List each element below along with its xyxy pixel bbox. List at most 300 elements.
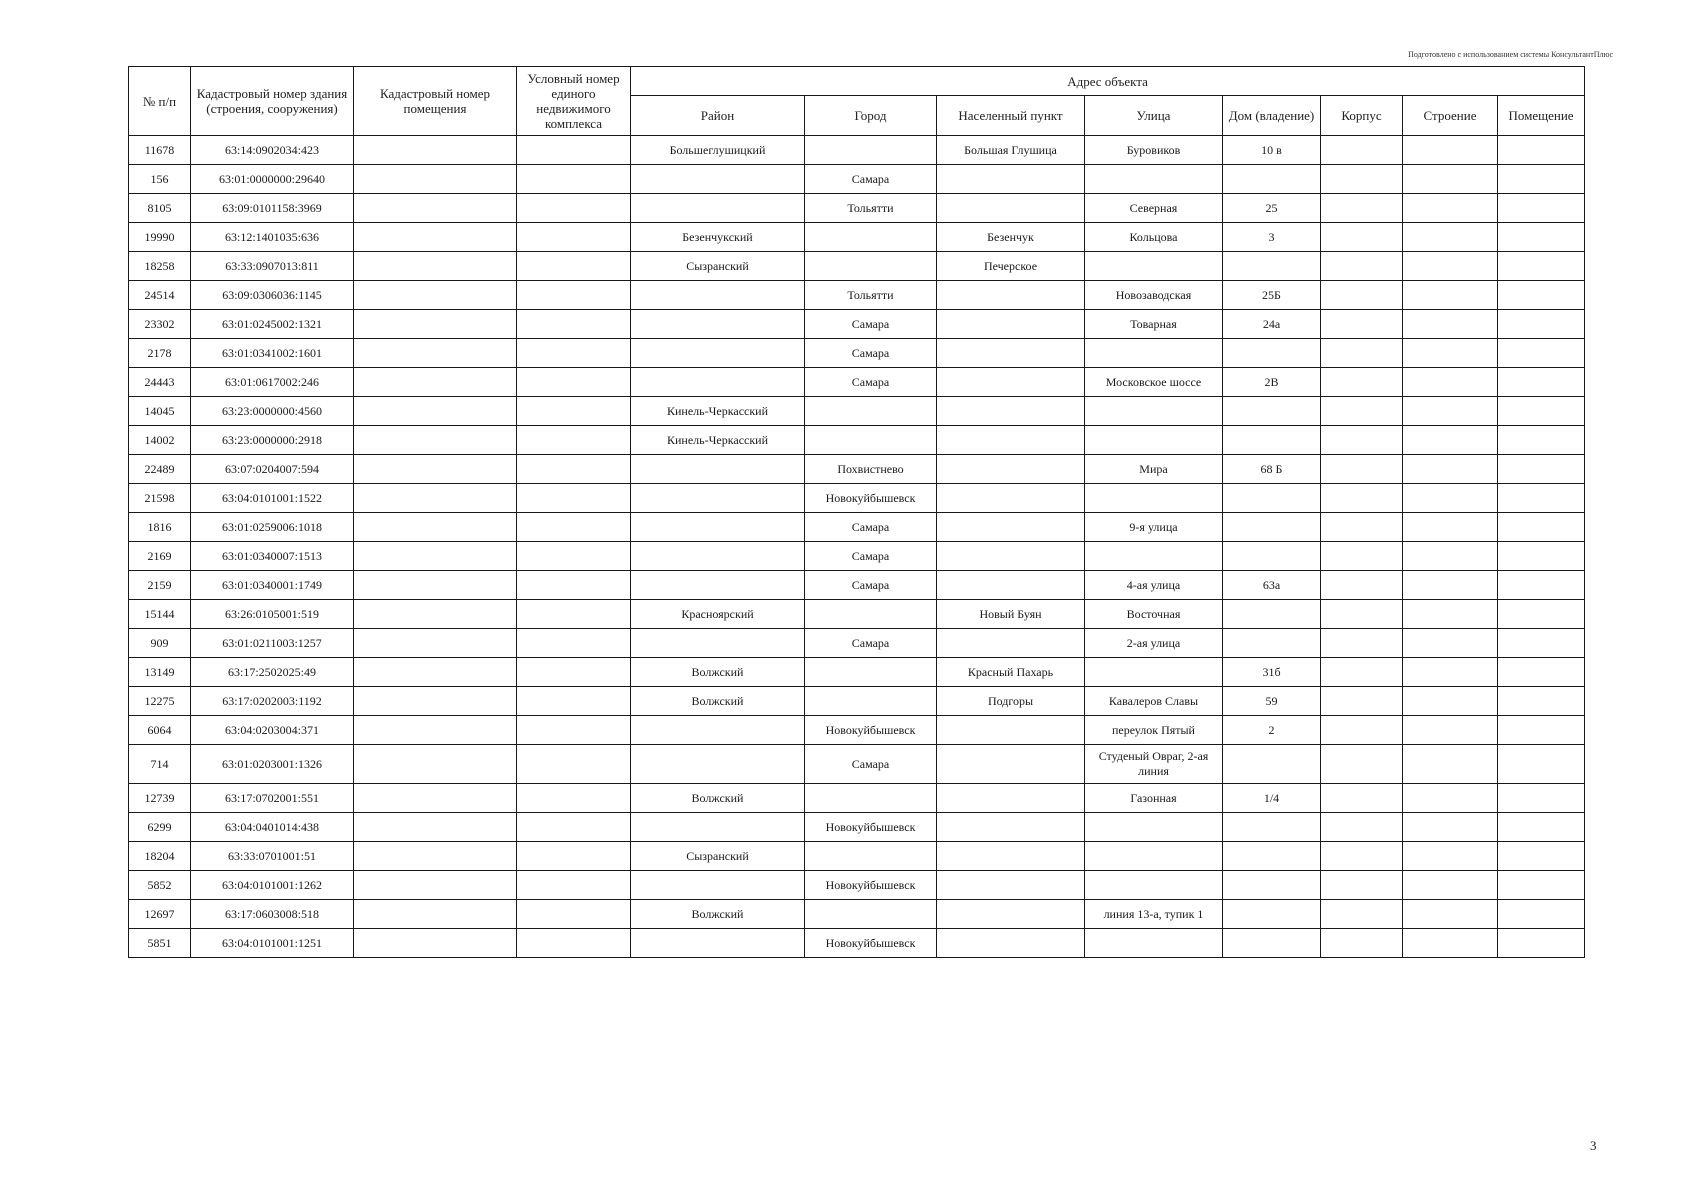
cell-stroenie bbox=[1403, 658, 1498, 687]
cell-dom bbox=[1223, 165, 1321, 194]
cell-korpus bbox=[1321, 252, 1403, 281]
cell-korpus bbox=[1321, 165, 1403, 194]
cell-dom: 24а bbox=[1223, 310, 1321, 339]
cell-stroenie bbox=[1403, 484, 1498, 513]
cell-rayon: Безенчукский bbox=[631, 223, 805, 252]
cell-dom bbox=[1223, 929, 1321, 958]
cell-stroenie bbox=[1403, 455, 1498, 484]
cell-cadastral-building: 63:17:0702001:551 bbox=[191, 784, 354, 813]
cell-rayon: Волжский bbox=[631, 900, 805, 929]
cell-num: 22489 bbox=[129, 455, 191, 484]
cell-punkt: Безенчук bbox=[937, 223, 1085, 252]
cell-num: 14045 bbox=[129, 397, 191, 426]
cell-conditional-number bbox=[517, 900, 631, 929]
table-row bbox=[129, 252, 1585, 281]
table-row bbox=[129, 339, 1585, 368]
cell-pomeshchenie bbox=[1498, 252, 1585, 281]
cell-pomeshchenie bbox=[1498, 310, 1585, 339]
cell-korpus bbox=[1321, 900, 1403, 929]
table-header bbox=[129, 67, 1585, 136]
cell-ulica: Товарная bbox=[1085, 310, 1223, 339]
cell-punkt bbox=[937, 900, 1085, 929]
cell-pomeshchenie bbox=[1498, 165, 1585, 194]
cell-ulica bbox=[1085, 871, 1223, 900]
table-row bbox=[129, 929, 1585, 958]
cell-cadastral-building: 63:07:0204007:594 bbox=[191, 455, 354, 484]
table-row bbox=[129, 842, 1585, 871]
cell-cadastral-building: 63:01:0340007:1513 bbox=[191, 542, 354, 571]
header-rayon: Район bbox=[631, 96, 805, 136]
cell-rayon bbox=[631, 929, 805, 958]
cell-cadastral-building: 63:01:0617002:246 bbox=[191, 368, 354, 397]
cell-num: 1816 bbox=[129, 513, 191, 542]
cell-gorod: Самара bbox=[805, 165, 937, 194]
cell-stroenie bbox=[1403, 339, 1498, 368]
cell-conditional-number bbox=[517, 629, 631, 658]
cell-pomeshchenie bbox=[1498, 658, 1585, 687]
cell-dom: 63а bbox=[1223, 571, 1321, 600]
header-address: Адрес объекта bbox=[631, 67, 1585, 96]
cell-punkt bbox=[937, 929, 1085, 958]
cell-conditional-number bbox=[517, 426, 631, 455]
cell-korpus bbox=[1321, 571, 1403, 600]
cell-cadastral-room bbox=[354, 571, 517, 600]
cell-stroenie bbox=[1403, 842, 1498, 871]
cell-stroenie bbox=[1403, 310, 1498, 339]
cell-cadastral-building: 63:09:0101158:3969 bbox=[191, 194, 354, 223]
cell-rayon bbox=[631, 310, 805, 339]
cell-rayon: Волжский bbox=[631, 658, 805, 687]
cell-rayon: Кинель-Черкасский bbox=[631, 426, 805, 455]
cell-cadastral-room bbox=[354, 252, 517, 281]
cell-cadastral-room bbox=[354, 194, 517, 223]
table-row bbox=[129, 484, 1585, 513]
cell-gorod: Самара bbox=[805, 629, 937, 658]
cell-korpus bbox=[1321, 513, 1403, 542]
cell-stroenie bbox=[1403, 716, 1498, 745]
cell-num: 15144 bbox=[129, 600, 191, 629]
cell-gorod: Тольятти bbox=[805, 194, 937, 223]
cell-punkt: Красный Пахарь bbox=[937, 658, 1085, 687]
cell-pomeshchenie bbox=[1498, 513, 1585, 542]
cell-dom bbox=[1223, 426, 1321, 455]
cell-stroenie bbox=[1403, 784, 1498, 813]
cell-korpus bbox=[1321, 871, 1403, 900]
cell-gorod bbox=[805, 784, 937, 813]
cell-pomeshchenie bbox=[1498, 368, 1585, 397]
cell-cadastral-room bbox=[354, 658, 517, 687]
cell-korpus bbox=[1321, 281, 1403, 310]
header-stroenie: Строение bbox=[1403, 96, 1498, 136]
cell-ulica: 9-я улица bbox=[1085, 513, 1223, 542]
cell-ulica: переулок Пятый bbox=[1085, 716, 1223, 745]
cell-num: 714 bbox=[129, 745, 191, 784]
prepared-note: Подготовлено с использованием системы КонсультантПлюс bbox=[1408, 50, 1613, 59]
page-number: 3 bbox=[1590, 1138, 1597, 1153]
cell-conditional-number bbox=[517, 310, 631, 339]
cell-gorod: Самара bbox=[805, 745, 937, 784]
cell-pomeshchenie bbox=[1498, 813, 1585, 842]
cell-dom bbox=[1223, 513, 1321, 542]
cell-rayon bbox=[631, 542, 805, 571]
cell-stroenie bbox=[1403, 397, 1498, 426]
cell-korpus bbox=[1321, 484, 1403, 513]
table-row bbox=[129, 426, 1585, 455]
cell-pomeshchenie bbox=[1498, 194, 1585, 223]
cell-pomeshchenie bbox=[1498, 871, 1585, 900]
cell-ulica bbox=[1085, 426, 1223, 455]
cell-gorod: Новокуйбышевск bbox=[805, 813, 937, 842]
cell-cadastral-room bbox=[354, 426, 517, 455]
cell-rayon bbox=[631, 339, 805, 368]
cell-gorod: Новокуйбышевск bbox=[805, 484, 937, 513]
cell-dom bbox=[1223, 252, 1321, 281]
cell-num: 13149 bbox=[129, 658, 191, 687]
cell-gorod bbox=[805, 397, 937, 426]
cell-cadastral-room bbox=[354, 929, 517, 958]
header-pomeshchenie: Помещение bbox=[1498, 96, 1585, 136]
cell-rayon bbox=[631, 281, 805, 310]
cell-ulica bbox=[1085, 842, 1223, 871]
cell-cadastral-building: 63:01:0211003:1257 bbox=[191, 629, 354, 658]
cell-punkt bbox=[937, 629, 1085, 658]
cell-cadastral-room bbox=[354, 513, 517, 542]
cell-cadastral-building: 63:26:0105001:519 bbox=[191, 600, 354, 629]
cell-stroenie bbox=[1403, 600, 1498, 629]
cell-conditional-number bbox=[517, 842, 631, 871]
cell-pomeshchenie bbox=[1498, 136, 1585, 165]
table-row bbox=[129, 513, 1585, 542]
table-row bbox=[129, 900, 1585, 929]
cell-num: 12275 bbox=[129, 687, 191, 716]
table-row bbox=[129, 165, 1585, 194]
cell-cadastral-room bbox=[354, 842, 517, 871]
cell-num: 24443 bbox=[129, 368, 191, 397]
cell-pomeshchenie bbox=[1498, 542, 1585, 571]
cell-ulica bbox=[1085, 813, 1223, 842]
cell-ulica: Газонная bbox=[1085, 784, 1223, 813]
cell-ulica bbox=[1085, 929, 1223, 958]
cell-cadastral-building: 63:33:0701001:51 bbox=[191, 842, 354, 871]
cell-ulica: 2-ая улица bbox=[1085, 629, 1223, 658]
cell-num: 2169 bbox=[129, 542, 191, 571]
cell-pomeshchenie bbox=[1498, 929, 1585, 958]
cell-conditional-number bbox=[517, 136, 631, 165]
cell-korpus bbox=[1321, 745, 1403, 784]
cell-conditional-number bbox=[517, 658, 631, 687]
cell-rayon: Сызранский bbox=[631, 842, 805, 871]
cell-gorod: Тольятти bbox=[805, 281, 937, 310]
cell-gorod bbox=[805, 600, 937, 629]
cell-punkt: Новый Буян bbox=[937, 600, 1085, 629]
cell-punkt bbox=[937, 368, 1085, 397]
cell-rayon bbox=[631, 745, 805, 784]
cell-cadastral-building: 63:01:0341002:1601 bbox=[191, 339, 354, 368]
cell-dom: 3 bbox=[1223, 223, 1321, 252]
cell-cadastral-building: 63:14:0902034:423 bbox=[191, 136, 354, 165]
cell-cadastral-room bbox=[354, 223, 517, 252]
cell-dom: 25Б bbox=[1223, 281, 1321, 310]
cell-ulica: Кавалеров Славы bbox=[1085, 687, 1223, 716]
table-row bbox=[129, 281, 1585, 310]
cell-cadastral-room bbox=[354, 455, 517, 484]
cell-gorod bbox=[805, 252, 937, 281]
cell-cadastral-building: 63:09:0306036:1145 bbox=[191, 281, 354, 310]
cell-punkt bbox=[937, 542, 1085, 571]
cell-conditional-number bbox=[517, 281, 631, 310]
cell-cadastral-room bbox=[354, 900, 517, 929]
cell-punkt bbox=[937, 842, 1085, 871]
cell-cadastral-room bbox=[354, 397, 517, 426]
cell-num: 2178 bbox=[129, 339, 191, 368]
cell-cadastral-building: 63:17:2502025:49 bbox=[191, 658, 354, 687]
cell-stroenie bbox=[1403, 513, 1498, 542]
cell-korpus bbox=[1321, 455, 1403, 484]
cell-conditional-number bbox=[517, 252, 631, 281]
table-row bbox=[129, 571, 1585, 600]
cell-rayon bbox=[631, 513, 805, 542]
cell-num: 12739 bbox=[129, 784, 191, 813]
cell-pomeshchenie bbox=[1498, 223, 1585, 252]
cell-gorod bbox=[805, 842, 937, 871]
cell-cadastral-room bbox=[354, 716, 517, 745]
cell-ulica: Мира bbox=[1085, 455, 1223, 484]
cell-cadastral-building: 63:17:0603008:518 bbox=[191, 900, 354, 929]
cell-stroenie bbox=[1403, 900, 1498, 929]
cell-pomeshchenie bbox=[1498, 455, 1585, 484]
cell-cadastral-room bbox=[354, 687, 517, 716]
cell-cadastral-building: 63:01:0245002:1321 bbox=[191, 310, 354, 339]
cell-cadastral-room bbox=[354, 600, 517, 629]
cell-dom: 10 в bbox=[1223, 136, 1321, 165]
cell-conditional-number bbox=[517, 368, 631, 397]
cell-gorod: Самара bbox=[805, 513, 937, 542]
cell-punkt: Большая Глушица bbox=[937, 136, 1085, 165]
cell-dom: 59 bbox=[1223, 687, 1321, 716]
cell-conditional-number bbox=[517, 542, 631, 571]
cell-pomeshchenie bbox=[1498, 600, 1585, 629]
cell-ulica: Московское шоссе bbox=[1085, 368, 1223, 397]
cell-num: 12697 bbox=[129, 900, 191, 929]
cell-gorod bbox=[805, 900, 937, 929]
cell-gorod: Похвистнево bbox=[805, 455, 937, 484]
cell-num: 18204 bbox=[129, 842, 191, 871]
table-row bbox=[129, 658, 1585, 687]
header-punkt: Населенный пункт bbox=[937, 96, 1085, 136]
table-row bbox=[129, 368, 1585, 397]
cell-pomeshchenie bbox=[1498, 629, 1585, 658]
cell-rayon: Волжский bbox=[631, 687, 805, 716]
header-dom: Дом (владение) bbox=[1223, 96, 1321, 136]
cell-pomeshchenie bbox=[1498, 339, 1585, 368]
cell-pomeshchenie bbox=[1498, 397, 1585, 426]
cell-punkt bbox=[937, 339, 1085, 368]
cell-punkt bbox=[937, 871, 1085, 900]
cell-num: 156 bbox=[129, 165, 191, 194]
cell-cadastral-room bbox=[354, 339, 517, 368]
table-row bbox=[129, 136, 1585, 165]
cell-num: 909 bbox=[129, 629, 191, 658]
cell-korpus bbox=[1321, 136, 1403, 165]
cell-punkt bbox=[937, 745, 1085, 784]
cell-punkt bbox=[937, 571, 1085, 600]
cell-ulica bbox=[1085, 397, 1223, 426]
cell-cadastral-building: 63:23:0000000:2918 bbox=[191, 426, 354, 455]
cell-conditional-number bbox=[517, 165, 631, 194]
cell-conditional-number bbox=[517, 397, 631, 426]
cell-pomeshchenie bbox=[1498, 426, 1585, 455]
cell-stroenie bbox=[1403, 629, 1498, 658]
cell-stroenie bbox=[1403, 252, 1498, 281]
cell-stroenie bbox=[1403, 165, 1498, 194]
cell-conditional-number bbox=[517, 600, 631, 629]
cell-cadastral-room bbox=[354, 745, 517, 784]
cell-cadastral-room bbox=[354, 813, 517, 842]
cell-cadastral-building: 63:04:0101001:1262 bbox=[191, 871, 354, 900]
cell-korpus bbox=[1321, 194, 1403, 223]
header-conditional-number: Условный номер единого недвижимого комплекса bbox=[517, 67, 631, 136]
cell-cadastral-building: 63:04:0101001:1522 bbox=[191, 484, 354, 513]
cell-stroenie bbox=[1403, 426, 1498, 455]
table-row bbox=[129, 687, 1585, 716]
cell-korpus bbox=[1321, 600, 1403, 629]
cell-rayon: Волжский bbox=[631, 784, 805, 813]
cell-ulica: 4-ая улица bbox=[1085, 571, 1223, 600]
cell-korpus bbox=[1321, 629, 1403, 658]
table-row bbox=[129, 194, 1585, 223]
cell-ulica: Кольцова bbox=[1085, 223, 1223, 252]
cell-punkt bbox=[937, 513, 1085, 542]
cell-pomeshchenie bbox=[1498, 484, 1585, 513]
cell-ulica bbox=[1085, 658, 1223, 687]
cell-punkt bbox=[937, 165, 1085, 194]
cell-pomeshchenie bbox=[1498, 716, 1585, 745]
cell-stroenie bbox=[1403, 368, 1498, 397]
cell-dom: 25 bbox=[1223, 194, 1321, 223]
cell-pomeshchenie bbox=[1498, 281, 1585, 310]
cell-rayon bbox=[631, 165, 805, 194]
table-row bbox=[129, 600, 1585, 629]
cell-punkt: Печерское bbox=[937, 252, 1085, 281]
cell-ulica bbox=[1085, 339, 1223, 368]
cell-pomeshchenie bbox=[1498, 687, 1585, 716]
cell-punkt bbox=[937, 455, 1085, 484]
cell-cadastral-room bbox=[354, 136, 517, 165]
cell-rayon: Кинель-Черкасский bbox=[631, 397, 805, 426]
cell-gorod: Самара bbox=[805, 339, 937, 368]
cell-conditional-number bbox=[517, 339, 631, 368]
cell-ulica: линия 13-а, тупик 1 bbox=[1085, 900, 1223, 929]
cell-stroenie bbox=[1403, 571, 1498, 600]
table-row bbox=[129, 716, 1585, 745]
cell-korpus bbox=[1321, 716, 1403, 745]
cell-stroenie bbox=[1403, 194, 1498, 223]
cell-rayon: Сызранский bbox=[631, 252, 805, 281]
cell-num: 11678 bbox=[129, 136, 191, 165]
cell-ulica bbox=[1085, 165, 1223, 194]
cell-pomeshchenie bbox=[1498, 784, 1585, 813]
cell-num: 8105 bbox=[129, 194, 191, 223]
cell-num: 23302 bbox=[129, 310, 191, 339]
cell-korpus bbox=[1321, 310, 1403, 339]
cell-cadastral-room bbox=[354, 784, 517, 813]
cell-korpus bbox=[1321, 542, 1403, 571]
cell-rayon bbox=[631, 629, 805, 658]
cell-cadastral-building: 63:01:0340001:1749 bbox=[191, 571, 354, 600]
cell-korpus bbox=[1321, 223, 1403, 252]
cell-dom bbox=[1223, 397, 1321, 426]
cell-korpus bbox=[1321, 842, 1403, 871]
registry-table bbox=[128, 66, 1585, 958]
cell-num: 21598 bbox=[129, 484, 191, 513]
cell-cadastral-building: 63:04:0401014:438 bbox=[191, 813, 354, 842]
cell-cadastral-room bbox=[354, 484, 517, 513]
cell-gorod bbox=[805, 426, 937, 455]
cell-dom bbox=[1223, 813, 1321, 842]
table-row bbox=[129, 397, 1585, 426]
cell-cadastral-room bbox=[354, 165, 517, 194]
cell-cadastral-room bbox=[354, 871, 517, 900]
cell-cadastral-room bbox=[354, 542, 517, 571]
cell-conditional-number bbox=[517, 745, 631, 784]
cell-num: 18258 bbox=[129, 252, 191, 281]
cell-cadastral-room bbox=[354, 310, 517, 339]
cell-conditional-number bbox=[517, 784, 631, 813]
cell-gorod: Самара bbox=[805, 310, 937, 339]
table-row bbox=[129, 813, 1585, 842]
table-row bbox=[129, 455, 1585, 484]
cell-gorod: Самара bbox=[805, 542, 937, 571]
cell-rayon: Красноярский bbox=[631, 600, 805, 629]
cell-num: 14002 bbox=[129, 426, 191, 455]
header-cadastral-room: Кадастровый номер помещения bbox=[354, 67, 517, 136]
cell-stroenie bbox=[1403, 223, 1498, 252]
cell-gorod bbox=[805, 136, 937, 165]
cell-stroenie bbox=[1403, 929, 1498, 958]
cell-punkt bbox=[937, 484, 1085, 513]
cell-dom: 2В bbox=[1223, 368, 1321, 397]
cell-num: 5851 bbox=[129, 929, 191, 958]
table-row bbox=[129, 223, 1585, 252]
cell-cadastral-building: 63:33:0907013:811 bbox=[191, 252, 354, 281]
cell-rayon: Большеглушицкий bbox=[631, 136, 805, 165]
cell-gorod: Новокуйбышевск bbox=[805, 871, 937, 900]
cell-conditional-number bbox=[517, 687, 631, 716]
cell-cadastral-building: 63:01:0203001:1326 bbox=[191, 745, 354, 784]
cell-dom bbox=[1223, 900, 1321, 929]
cell-punkt bbox=[937, 310, 1085, 339]
cell-punkt bbox=[937, 784, 1085, 813]
table-row bbox=[129, 784, 1585, 813]
cell-conditional-number bbox=[517, 716, 631, 745]
cell-dom bbox=[1223, 871, 1321, 900]
table-row bbox=[129, 745, 1585, 784]
cell-cadastral-room bbox=[354, 629, 517, 658]
cell-gorod bbox=[805, 223, 937, 252]
cell-ulica bbox=[1085, 542, 1223, 571]
cell-num: 19990 bbox=[129, 223, 191, 252]
cell-stroenie bbox=[1403, 136, 1498, 165]
cell-ulica: Восточная bbox=[1085, 600, 1223, 629]
cell-stroenie bbox=[1403, 813, 1498, 842]
cell-rayon bbox=[631, 455, 805, 484]
cell-gorod: Самара bbox=[805, 571, 937, 600]
cell-punkt bbox=[937, 426, 1085, 455]
cell-korpus bbox=[1321, 658, 1403, 687]
cell-stroenie bbox=[1403, 745, 1498, 784]
cell-stroenie bbox=[1403, 281, 1498, 310]
cell-korpus bbox=[1321, 784, 1403, 813]
